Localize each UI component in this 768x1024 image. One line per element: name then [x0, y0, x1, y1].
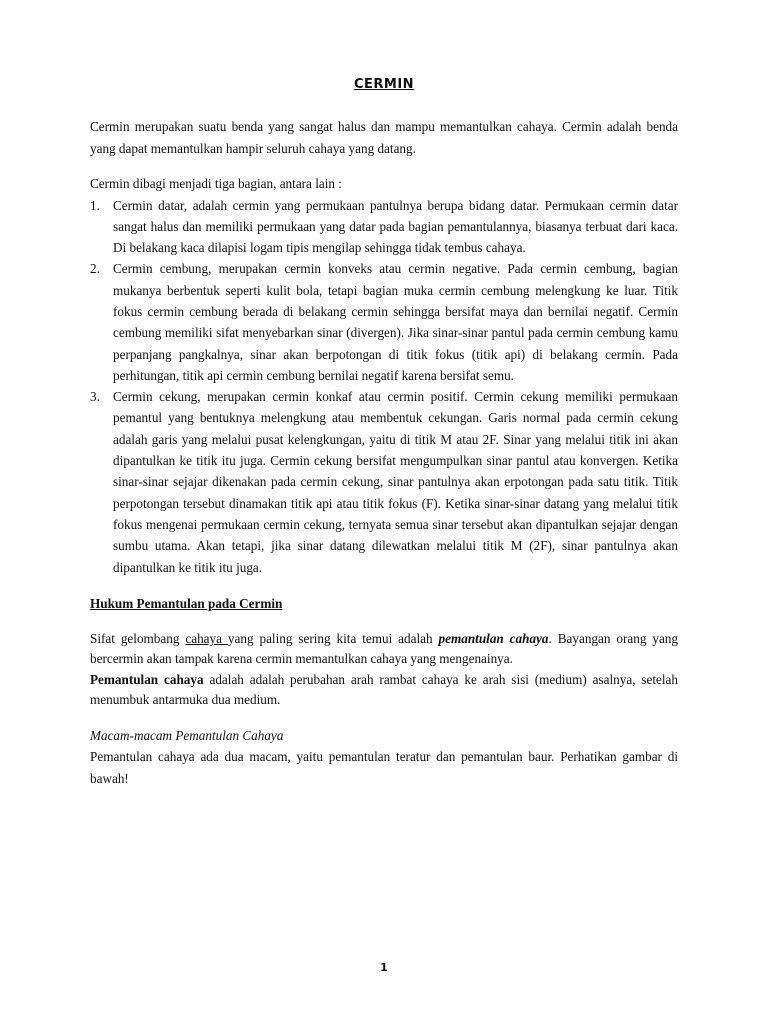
- para-text: . Bayangan orang yang bercermin akan tampak karena cermin memantulkan cahaya yang mengenainya.: [90, 630, 678, 667]
- subheading: Macam-macam Pemantulan Cahaya: [90, 727, 284, 743]
- list-number: 2.: [90, 261, 100, 277]
- para-text: yang paling sering kita temui adalah: [227, 630, 439, 646]
- para-text: Sifat gelombang: [90, 630, 186, 646]
- emphasis-term: pemantulan cahaya: [438, 630, 549, 646]
- cahaya-link[interactable]: cahaya: [185, 630, 228, 646]
- section-heading: Hukum Pemantulan pada Cermin: [90, 595, 283, 611]
- reflection-paragraph: [90, 629, 678, 670]
- definition-paragraph: [90, 670, 678, 711]
- page-title: CERMIN: [353, 77, 415, 92]
- page-number: 1: [380, 961, 388, 974]
- definition-text: adalah adalah perubahan arah rambat cahaya ke arah sisi (medium) asalnya, setelah menumbuk antarmuka dua medium.: [90, 671, 679, 708]
- list-item: [90, 258, 678, 386]
- list-item-text: Cermin datar, adalah cermin yang permukaan pantulnya berupa bidang datar. Permukaan cermin datar sangat halus dan memiliki permukaan yang datar pada bagian pemantulannya, biasanya terbuat dari kaca. Di belakang kaca dilapisi logam tipis mengilap sehingga tidak tembus cahaya.: [113, 197, 678, 256]
- list-item: [90, 195, 678, 259]
- list-item: [90, 386, 678, 578]
- list-item-text: Cermin cembung, merupakan cermin konveks atau cermin negative. Pada cermin cembung, bagian mukanya berbentuk seperti kulit bola, tetapi bagian muka cermin cembung melengkung ke luar. Titik fokus cermin cembung berada di belakang cermin sehingga bersifat maya dan bernilai negatif. Cermin cembung memiliki sifat menyebarkan sinar (divergen). Jika sinar-sinar pantul pada cermin cembung kamu perpanjang pangkalnya, sinar akan berpotongan di titik fokus (titik api) di belakang cermin. Pada perhitungan, titik api cermin cembung bernilai negatif karena bersifat semu.: [113, 261, 678, 383]
- list-number: 3.: [90, 389, 100, 405]
- definition-term: Pemantulan cahaya: [90, 671, 204, 687]
- list-lead: Cermin dibagi menjadi tiga bagian, antara lain :: [90, 176, 342, 191]
- document-body: [90, 116, 678, 790]
- list-item-text: Cermin cekung, merupakan cermin konkaf atau cermin positif. Cermin cekung memiliki permukaan pemantul yang bentuknya melengkung atau membentuk cekungan. Garis normal pada cermin cekung adalah garis yang melalui pusat kelengkungan, yaitu di titik M atau 2F. Sinar yang melalui titik ini akan dipantulkan ke titik itu juga. Cermin cekung bersifat mengumpulkan sinar pantul atau konvergen. Ketika sinar-sinar sejajar dikenakan pada cermin cekung, sinar pantulnya akan erpotongan pada satu titik. Titik perpotongan tersebut dinamakan titik api atau titik fokus (F). Ketika sinar-sinar datang yang melalui titik fokus mengenai permukaan cermin cekung, ternyata semua sinar tersebut akan dipantulkan sejajar dengan sumbu utama. Akan tetapi, jika sinar datang dilewatkan melalui titik M (2F), sinar pantulnya akan dipantulkan ke titik itu juga.: [113, 389, 678, 575]
- reflection-types-paragraph: Pemantulan cahaya ada dua macam, yaitu pemantulan teratur dan pemantulan baur. Perhatikan gambar di bawah!: [90, 748, 678, 786]
- mirror-types-list: [90, 195, 678, 578]
- intro-paragraph: Cermin merupakan suatu benda yang sangat halus dan mampu memantulkan cahaya. Cermin adalah benda yang dapat memantulkan hampir seluruh cahaya yang datang.: [90, 119, 678, 156]
- list-number: 1.: [90, 197, 100, 213]
